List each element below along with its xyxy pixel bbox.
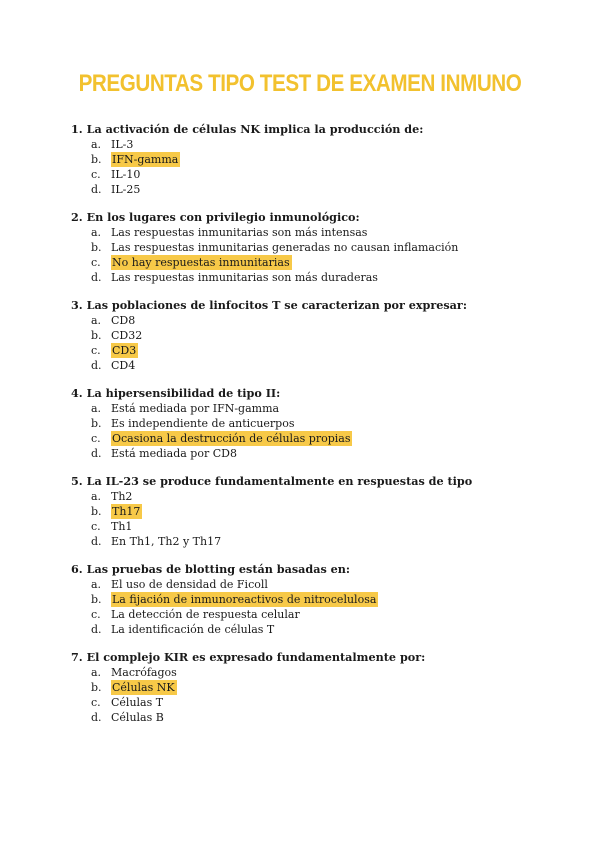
option-text: La fijación de inmunoreactivos de nitrocelulosa [112, 593, 377, 606]
question-1 [71, 121, 541, 197]
option [71, 225, 541, 240]
option-letter: a. [91, 138, 102, 151]
option-text: IFN-gamma [112, 153, 179, 166]
option-text: En Th1, Th2 y Th17 [111, 535, 222, 548]
question-5 [71, 473, 541, 549]
option [71, 534, 541, 549]
option-text: Está mediada por IFN-gamma [111, 402, 280, 415]
option-letter: c. [91, 520, 101, 533]
option [71, 358, 541, 373]
option [71, 182, 541, 197]
question-2 [71, 209, 541, 285]
option [71, 695, 541, 710]
option-letter: b. [91, 241, 102, 254]
option-text: No hay respuestas inmunitarias [112, 256, 290, 269]
option-letter: c. [91, 344, 101, 357]
option-text: Es independiente de anticuerpos [111, 417, 295, 430]
option-letter: d. [91, 359, 102, 372]
option-letter: a. [91, 314, 102, 327]
option-letter: b. [91, 593, 102, 606]
option-letter: d. [91, 447, 102, 460]
option-text: Macrófagos [111, 666, 177, 679]
option-letter: c. [91, 696, 101, 709]
question-text: 7. El complejo KIR es expresado fundamentalmente por: [71, 650, 426, 664]
option-letter: a. [91, 578, 102, 591]
question-4 [71, 385, 541, 461]
option-letter: b. [91, 417, 102, 430]
option-list [71, 137, 541, 197]
option [71, 710, 541, 725]
option-list [71, 313, 541, 373]
question-text: 4. La hipersensibilidad de tipo II: [71, 386, 281, 400]
option [71, 240, 541, 255]
option-text: La identificación de células T [111, 623, 275, 636]
question-list [71, 121, 541, 737]
option-letter: d. [91, 711, 102, 724]
option-letter: b. [91, 681, 102, 694]
option-text: Células B [111, 711, 164, 724]
option-letter: a. [91, 226, 102, 239]
question-7 [71, 649, 541, 725]
question-text: 5. La IL-23 se produce fundamentalmente en respuestas de tipo [71, 474, 473, 488]
question-text: 6. Las pruebas de blotting están basadas en: [71, 562, 351, 576]
option [71, 665, 541, 680]
option-letter: c. [91, 256, 101, 269]
question-text: 3. Las poblaciones de linfocitos T se caracterizan por expresar: [71, 298, 467, 312]
option-correct-highlighted [71, 680, 541, 695]
option-text: CD4 [111, 359, 136, 372]
option [71, 622, 541, 637]
option [71, 416, 541, 431]
option-letter: a. [91, 666, 102, 679]
option [71, 137, 541, 152]
option-correct-highlighted [71, 504, 541, 519]
option-text: Ocasiona la destrucción de células propias [112, 432, 351, 445]
option [71, 167, 541, 182]
option-text: Th2 [111, 490, 133, 503]
option-text: Las respuestas inmunitarias son más duraderas [111, 271, 378, 284]
option [71, 270, 541, 285]
option-letter: d. [91, 271, 102, 284]
option-list [71, 401, 541, 461]
option-list [71, 577, 541, 637]
option-letter: c. [91, 432, 101, 445]
option-text: IL-10 [111, 168, 141, 181]
option-letter: d. [91, 535, 102, 548]
option-text: La detección de respuesta celular [111, 608, 300, 621]
question-text: 2. En los lugares con privilegio inmunológico: [71, 210, 360, 224]
question-text: 1. La activación de células NK implica la producción de: [71, 122, 424, 136]
option-text: Células NK [112, 681, 175, 694]
option-correct-highlighted [71, 255, 541, 270]
option-letter: c. [91, 608, 101, 621]
option [71, 313, 541, 328]
question-6 [71, 561, 541, 637]
page-title: PREGUNTAS TIPO TEST DE EXAMEN INMUNO [78, 70, 522, 97]
option-text: Está mediada por CD8 [111, 447, 237, 460]
option-list [71, 665, 541, 725]
option-letter: a. [91, 402, 102, 415]
option-letter: b. [91, 153, 102, 166]
option-letter: b. [91, 329, 102, 342]
option-correct-highlighted [71, 152, 541, 167]
option-text: El uso de densidad de Ficoll [111, 578, 268, 591]
option [71, 489, 541, 504]
option [71, 446, 541, 461]
option-letter: c. [91, 168, 101, 181]
option [71, 328, 541, 343]
option-letter: a. [91, 490, 102, 503]
option-text: CD3 [112, 344, 137, 357]
option-list [71, 225, 541, 285]
option-text: IL-25 [111, 183, 141, 196]
option-text: CD8 [111, 314, 136, 327]
option-text: Th17 [112, 505, 141, 518]
option-correct-highlighted [71, 343, 541, 358]
option [71, 401, 541, 416]
option [71, 519, 541, 534]
option-text: Th1 [111, 520, 133, 533]
option-letter: d. [91, 183, 102, 196]
option-correct-highlighted [71, 431, 541, 446]
question-3 [71, 297, 541, 373]
option-letter: d. [91, 623, 102, 636]
option-text: CD32 [111, 329, 143, 342]
option [71, 607, 541, 622]
option-text: Células T [111, 696, 164, 709]
option-text: Las respuestas inmunitarias son más intensas [111, 226, 368, 239]
option [71, 577, 541, 592]
option-text: Las respuestas inmunitarias generadas no causan inflamación [111, 241, 459, 254]
option-correct-highlighted [71, 592, 541, 607]
option-text: IL-3 [111, 138, 134, 151]
option-list [71, 489, 541, 549]
option-letter: b. [91, 505, 102, 518]
